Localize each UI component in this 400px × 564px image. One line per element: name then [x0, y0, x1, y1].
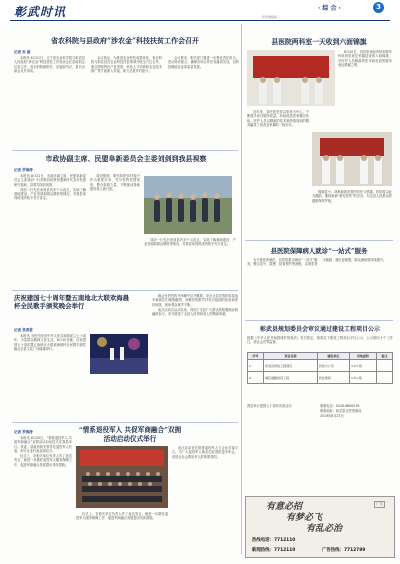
masthead-title: 彰武时讯	[14, 5, 67, 19]
project-table	[247, 352, 393, 384]
section-label: · 综 合 ·	[318, 5, 341, 12]
concert-stage-photo	[90, 334, 148, 374]
table-header-cell: 用地面积	[350, 353, 377, 360]
article-3-body-mid: 刘剑强调，要坚持把乡村振兴作为重要任务，充分发挥民盟优势，整合资源力量，不断推动基地建设再上新台阶。	[90, 174, 140, 191]
article-7-body-bottom: 仪式上，各相关单位负责人作了表态发言，就进一步做好退役军人服务保障工作、促进军商融合发展提出具体措施。	[76, 512, 168, 521]
article-3-body-left: 本报讯 8月21日，市政协副主席、民盟阜新委员会主委刘剑一行到我县视察民盟新时代农村发展研究基地，县领导陪同视察。 刘剑一行先后来到县内多个示范点，实地了解基地建设、产业发展和群众增收等情况，对我县取得的成绩给予充分肯定。	[14, 174, 86, 201]
table-cell: 1	[248, 360, 264, 372]
article-5-body-right: 晚会在热烈的开场舞中拉开帷幕，来自全县各界的参赛选手和演员们倾情献唱，用嘹亮的歌声抒发对祖国的热爱和美好祝愿，现场观众掌声不断。 此次活动自启动以来，得到了全县广大群众的积极响应和踊跃参与，充分展现了全县人民昂扬向上的精神风貌。	[152, 294, 238, 317]
article-2-headline: 县医院两科室一天收到六面锦旗	[271, 38, 367, 46]
table-row	[248, 360, 393, 372]
table-cell	[376, 360, 392, 372]
caption: 我县举行建国七十周年庆祝活动	[247, 404, 292, 408]
table-row	[248, 372, 393, 384]
article-1-body: 本报讯 8月21日，辽宁省农业科学院与彰武县人民政府“涉农金”科技扶贫工作座谈会在县政府会议室召开。省农科院副院长、县委副书记、县长出席会议并讲话。 会议指出，为推进农业科技成果转化，省农科院与彰武县在农业科技扶贫领域开展全方位合作，重点围绕特色产业发展、科技人才培养和农业技术推广等方面深入对接，助力全县乡村振兴。 会议要求，相关部门要进一步强化责任担当，密切协作配合，确保各项合作任务落到实处，以科技赋能农业高质量发展。	[14, 56, 239, 73]
article-5-headline: 庆祝建国七十周年暨五南地北大联欢海晨杯全民歌手颁奖晚会举行	[14, 294, 130, 311]
article-7-headline: “情系退役军人 共促军商融合”双拥活动启动仪式举行	[78, 426, 182, 443]
table-cell: 城区道路改造工程	[264, 372, 318, 384]
article-7-body-right: 此次活动旨在搭建退役军人与企业对接平台，为广大退役军人就业创业提供更多机会，营造全社会尊崇军人的浓厚氛围。	[172, 446, 238, 459]
article-4-headline: 县医院保障病人就诊“一站式”服务	[270, 247, 368, 255]
article-5-body-left: 本报讯 为热烈庆祝中华人民共和国成立七十周年，丰富群众精神文化生活，8月20日晚，庆祝建国七十周年暨五南地北大联欢海晨杯全民歌手颁奖晚会在县文化广场隆重举行。	[14, 334, 86, 351]
article-3-body-bottom: 刘剑一行先后来到县内多个示范点，实地了解基地建设、产业发展和群众增收等情况，对我县取得的成绩给予充分肯定。	[144, 238, 236, 247]
page-number-badge: 3	[373, 2, 384, 13]
table-cell: 1.5公顷	[350, 372, 377, 384]
article-4-body: 为方便患者就医，县医院推出就诊“一站式”服务，整合挂号、缴费、检查预约等流程，实现患者少跑腿、就医更便捷，群众满意度持续提升。	[247, 258, 387, 267]
article-6-contact-2: 联系地址：彰武县自然资源局	[320, 409, 362, 413]
table-cell: 县住建局	[317, 372, 349, 384]
article-2-body-left: 近年来，县医院坚持以患者为中心，不断提升医疗服务质量，持续改善患者就医体验。医护人员以精湛的技术和热情周到的服务赢得了患者及家属的一致好评。	[247, 110, 309, 127]
divider	[245, 240, 393, 241]
divider	[245, 320, 393, 321]
divider	[12, 150, 238, 151]
table-header-cell: 建设单位	[317, 353, 349, 360]
ad-hotline: 热线电话：7712110	[252, 538, 296, 543]
divider	[12, 422, 238, 423]
ad-slogan-3: 有乱必治	[306, 524, 343, 534]
table-header-cell: 序号	[248, 353, 264, 360]
masthead-rule	[10, 20, 390, 21]
article-3-headline: 市政协副主席、民盟阜新委员会主委刘剑到我县视察	[45, 154, 207, 163]
table-cell: 3.2公顷	[350, 360, 377, 372]
article-1-byline: 记者 孙 丽	[14, 50, 31, 54]
article-2-body-right: 锦旗虽小，却承载着患者的信任与感激。医院将以此为激励，继续秉承“救死扶伤”的宗旨，为全县人民群众的健康保驾护航。	[312, 190, 392, 203]
ceremony-photo	[76, 446, 168, 508]
masthead-info: 彰武网络版 ...	[262, 15, 281, 19]
table-cell: 2	[248, 372, 264, 384]
ad-slogan-1: 有意必招	[266, 502, 303, 512]
table-cell	[376, 372, 392, 384]
article-3-byline: 记者 罗海涛	[14, 168, 33, 172]
article-7-body-left: 本报讯 8月20日，“情系退役军人 共促军商融合”双拥活动启动仪式在我县举行。县委、县政府相关领导及退役军人代表、部分企业代表参加仪式。 仪式上，各相关单位负责人作了表态发言，就进一步做好退役军人服务保障工作、促进军商融合发展提出具体措施。	[14, 436, 72, 467]
article-6-date: 2019年8月23日	[320, 414, 344, 418]
article-6-headline: 彰武县规划委员会审议通过建设工程项目公示	[259, 326, 380, 333]
divider	[12, 290, 238, 291]
table-header-cell: 项目名称	[264, 353, 318, 360]
article-2-body-top: 8月20日，县医院神经内科和普外科收到患者及家属送来的六面锦旗，对医护人员精湛的医术和优质的服务表达感谢之情。	[338, 50, 392, 67]
ad-news-hotline: 新闻热线：7712110	[252, 548, 296, 553]
column-divider	[241, 24, 242, 554]
ad-ad-hotline: 广告热线：7712789	[322, 548, 366, 553]
article-7-byline: 记者 罗海涛	[14, 430, 33, 434]
banner-award-photo	[247, 50, 335, 106]
doctors-photo	[312, 132, 392, 186]
table-cell: 彰武县供热工程项目	[264, 360, 318, 372]
article-6-intro: 根据《中华人民共和国城乡规划法》有关规定，现将以下建设工程项目予以公示，公示期为十个工作日，请社会各界监督。	[247, 336, 393, 345]
advertisement	[245, 496, 395, 558]
ad-mark: 广告	[376, 502, 383, 506]
table-header-cell: 备注	[376, 353, 392, 360]
article-1-headline: 省农科院与县政府“涉农金”科技扶贫工作会召开	[50, 36, 200, 45]
article-5-byline: 记者 张春雷	[14, 328, 33, 332]
article-6-contact-1: 联系电话：0418-6800076	[320, 404, 360, 408]
table-cell: 县热力公司	[317, 360, 349, 372]
officials-visit-photo	[144, 176, 232, 234]
ad-slogan-2: 有梦必飞	[286, 513, 323, 523]
masthead	[0, 0, 400, 22]
